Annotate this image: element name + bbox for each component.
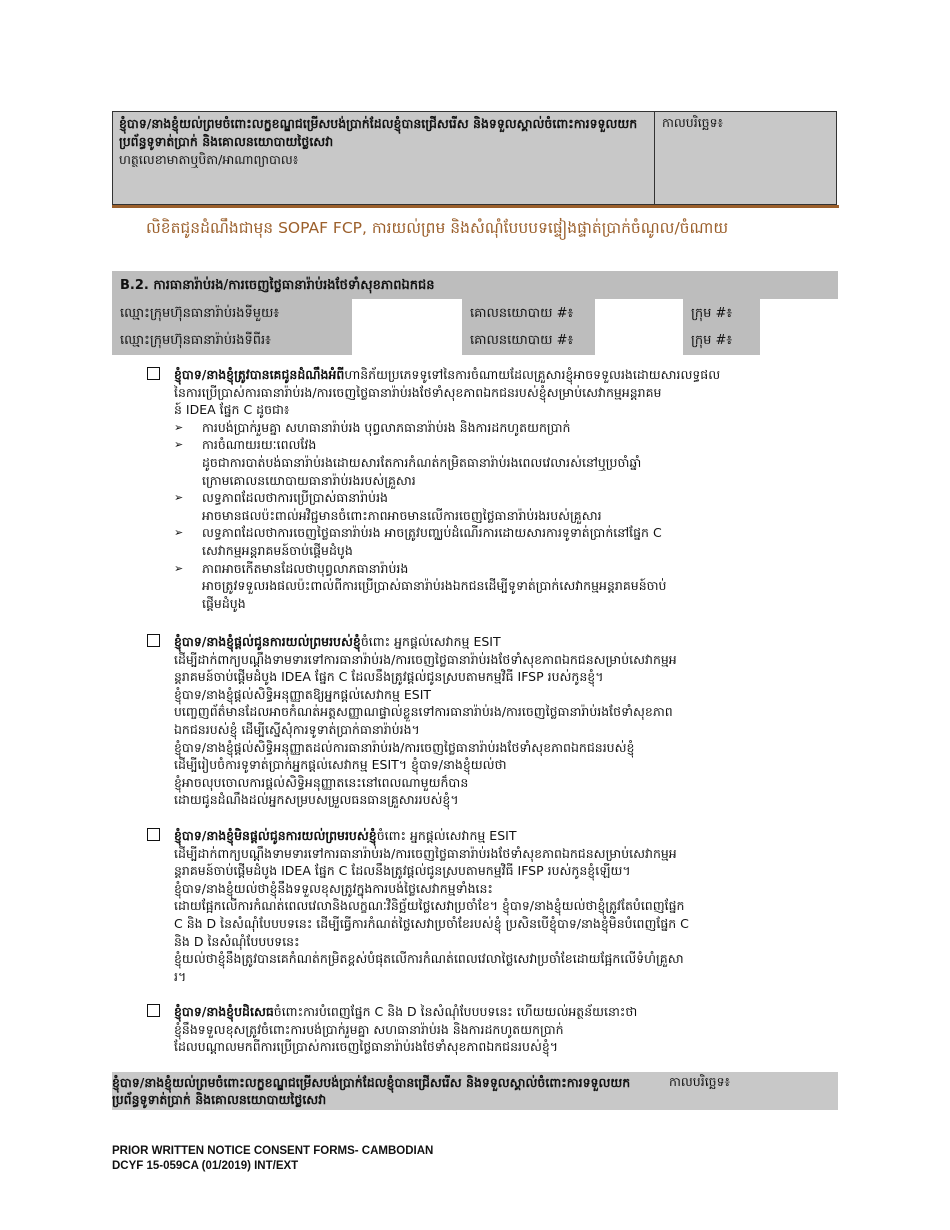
cost-risk-item: ➢ ការចំណាយរយៈពេលវែង ដូចជាការបាត់បង់ធានារ៉ាប់រងដោយសារតែការកំណត់កម្រិតធានារ៉ាប់រងពេលវេលារស់នៅឬប្រចាំឆ្នាំ ក្រោមគោលនយោបាយធានារ៉ាប់រងរបស់គ្រួសារ: [174, 437, 642, 488]
first-policy-input[interactable]: [595, 299, 683, 326]
second-policy-input[interactable]: [595, 326, 683, 355]
option-deny-consent-line: ខ្ញុំបាទ/នាងខ្ញុំយល់ថាខ្ញុំនឹងទទួលខុសត្រូវក្នុងការបង់ថ្លៃសេវាកម្មទាំងនេះ: [174, 880, 493, 896]
option-give-consent-line: ខ្ញុំអាចលុបចោលការផ្តល់សិទ្ធិអនុញ្ញាតនេះនៅពេលណាមួយក៏បាន: [174, 774, 469, 790]
cost-risk-item: ➢ លទ្ធភាពដែលថាការចេញថ្លៃធានារ៉ាប់រង អាចត្រូវបញ្ឈប់ដំណើរការដោយសារការទូទាត់ប្រាក់នៅផ្នែក C សេវាកម្មអន្តរាគមន៍ចាប់ផ្តើមដំបូង: [174, 525, 662, 558]
option-give-consent-line: បញ្ចេញព័ត៌មានដែលអាចកំណត់អត្តសញ្ញាណផ្ទាល់ខ្លួនទៅការធានារ៉ាប់រង/ការចេញថ្លៃធានារ៉ាប់រងថែទាំសុខភាព: [174, 704, 673, 720]
insurance-row-1: [112, 299, 838, 326]
footer-form-title: PRIOR WRITTEN NOTICE CONSENT FORMS- CAMBODIAN: [112, 1145, 434, 1157]
page-heading: លិខិតជូនដំណឹងជាមុន SOPAF FCP, ការយល់ព្រម និងសំណុំបែបបទផ្ទៀងផ្ទាត់ប្រាក់ចំណូល/ចំណាយ: [146, 219, 729, 237]
footer-form-number: DCYF 15-059CA (01/2019) INT/EXT: [112, 1160, 299, 1172]
option-deny-consent-line: រ។: [174, 968, 187, 984]
parent-signature-field[interactable]: ហត្ថលេខាមាតាឬបិតា/អាណាព្យាបាល៖: [119, 152, 299, 167]
top-consent-statement: ខ្ញុំបាទ/នាងខ្ញុំយល់ព្រមចំពោះលក្ខខណ្ឌជម្រើសបង់ប្រាក់ដែលខ្ញុំបានជ្រើសរើស និងទទួលស្គាល់ចំពោះការទទួលយកប្រព័ន្ធទូទាត់ប្រាក់ និងគោលនយោបាយថ្លៃសេវា: [119, 116, 638, 149]
first-policy-label: គោលនយោបាយ #៖: [462, 299, 595, 326]
insurance-row-2: [112, 326, 838, 355]
cost-risk-item: ➢ លទ្ធភាពដែលថាការប្រើប្រាស់ធានារ៉ាប់រង អាចមានផលប៉ះពាល់អវិជ្ជមានចំពោះភាពអាចមានលើការចេញថ្លៃធានារ៉ាប់រងរបស់គ្រួសារ: [174, 490, 602, 523]
second-insurer-label: ឈ្មោះក្រុមហ៊ុនធានារ៉ាប់រងទីពីរ៖: [112, 326, 352, 355]
option-give-consent-line: ដោយជូនដំណឹងដល់អ្នកសម្របសម្រួលធនធានគ្រួសាររបស់ខ្ញុំ។: [174, 792, 459, 808]
option-informed-line: ហានិភ័យប្រភេទទូទៅនៃការចំណាយដែលគ្រួសារខ្ញុំអាចទទួលរងដោយសារលទ្ធផល: [344, 367, 721, 382]
option-give-consent-line: ដើម្បីដាក់ពាក្យបណ្តឹងទាមទារទៅការធានារ៉ាប់រង/ការចេញថ្លៃធានារ៉ាប់រងថែទាំសុខភាពឯកជនសម្រាប់សេវាកម្មអ: [174, 651, 677, 667]
second-group-input[interactable]: [760, 326, 838, 355]
first-group-input[interactable]: [760, 299, 838, 326]
option-deny-consent-checkbox[interactable]: [147, 828, 160, 841]
form-footer: [112, 1144, 433, 1174]
first-group-label: ក្រុម #៖: [683, 299, 760, 326]
top-consent-cell: [113, 112, 655, 204]
cost-risk-item: ➢ ភាពអាចកើតមានដែលថាបុព្វលាភធានារ៉ាប់រង អាចត្រូវទទួលរងផលប៉ះពាល់ពីការប្រើប្រាស់ធានារ៉ាប់រងឯកជនដើម្បីទូទាត់ប្រាក់សេវាកម្មអន្តរាគមន៍ចាប់ ផ្តើមដំបូង: [174, 560, 667, 611]
option-give-consent-line: ខ្ញុំបាទ/នាងខ្ញុំផ្តល់សិទ្ធិអនុញ្ញាតដល់ការធានារ៉ាប់រង/ការចេញថ្លៃធានារ៉ាប់រងថែទាំសុខភាពឯកជនរបស់ខ្ញុំ: [174, 739, 635, 755]
top-signature-box: [112, 111, 837, 205]
option-deny-consent-line: ដោយផ្អែកលើការកំណត់ពេលវេលានិងលក្ខណៈវិនិច្ឆ័យថ្លៃសេវាប្រចាំខែ។ ខ្ញុំបាទ/នាងខ្ញុំយល់ថាខ្ញុំត្រូវតែបំពេញផ្នែក: [174, 898, 685, 914]
top-date-field[interactable]: កាលបរិច្ឆេទ៖: [662, 115, 724, 130]
bottom-consent-box: [112, 1072, 838, 1110]
option-give-consent-line: ខ្ញុំបាទ/នាងខ្ញុំផ្តល់សិទ្ធិអនុញ្ញាតឱ្យអ្នកផ្តល់សេវាកម្ម ESIT: [174, 686, 432, 702]
first-insurer-input[interactable]: [352, 299, 462, 326]
option-give-consent-checkbox[interactable]: [147, 634, 160, 647]
option-give-consent-text: ខ្ញុំបាទ/នាងខ្ញុំផ្តល់ជូនការយល់ព្រមរបស់ខ្ញុំចំពោះ អ្នកផ្តល់សេវាកម្ម ESIT ដើម្បីដាក់ពាក្យបណ្តឹងទាមទារទៅការធានារ៉ាប់រង/ការចេញថ្លៃធានារ៉ាប់រងថែទាំសុខភាពឯកជនសម្រាប់សេវាកម្មអ ន្តរាគមន៍ចាប់ផ្តើមដំបូង IDEA ផ្នែក C ដែលនឹងត្រូវផ្តល់ជូនស្របតាមកម្មវិធី IFSP របស់កូនខ្ញុំ។ ខ្ញុំបាទ/នាងខ្ញុំផ្តល់សិទ្ធិអនុញ្ញាតឱ្យអ្នកផ្តល់សេវាកម្ម ESIT បញ្ចេញព័ត៌មានដែលអាចកំណត់អត្តសញ្ញាណផ្ទាល់ខ្លួនទៅការធានារ៉ាប់រង/ការចេញថ្លៃធានារ៉ាប់រងថែទាំសុខភាព ឯកជនរបស់ខ្ញុំ ដើម្បីស្នើសុំការទូទាត់ប្រាក់ធានារ៉ាប់រង។ ខ្ញុំបាទ/នាងខ្ញុំផ្តល់សិទ្ធិអនុញ្ញាតដល់ការធានារ៉ាប់រង/ការចេញថ្លៃធានារ៉ាប់រងថែទាំសុខភាពឯកជនរបស់ខ្ញុំ ដើម្បីរៀបចំការទូទាត់ប្រាក់អ្នកផ្តល់សេវាកម្ម ESIT។ ខ្ញុំបាទ/នាងខ្ញុំយល់ថា ខ្ញុំអាចលុបចោលការផ្តល់សិទ្ធិអនុញ្ញាតនេះនៅពេលណាមួយក៏បាន ដោយជូនដំណឹងដល់អ្នកសម្របសម្រួលធនធានគ្រួសាររបស់ខ្ញុំ។: [174, 633, 834, 809]
option-informed-lead: ខ្ញុំបាទ/នាងខ្ញុំត្រូវបានគេជូនដំណឹងអំពី: [174, 367, 345, 382]
option-deny-consent-line: C និង D នៃសំណុំបែបបទនេះ ដើម្បីធ្វើការកំណត់ថ្លៃសេវាប្រចាំខែរបស់ខ្ញុំ ប្រសិនបើខ្ញុំបាទ/នាងខ្ញុំមិនបំពេញផ្នែក C: [174, 915, 689, 931]
option-decline-checkbox[interactable]: [147, 1004, 160, 1017]
option-give-consent-line: ន្តរាគមន៍ចាប់ផ្តើមដំបូង IDEA ផ្នែក C ដែលនឹងត្រូវផ្តល់ជូនស្របតាមកម្មវិធី IFSP របស់កូនខ្ញុំ។: [174, 669, 604, 685]
second-policy-label: គោលនយោបាយ #៖: [462, 326, 595, 355]
option-deny-consent-line: ន្តរាគមន៍ចាប់ផ្តើមដំបូង IDEA ផ្នែក C ដែលនឹងត្រូវផ្តល់ជូនស្របតាមកម្មវិធី IFSP របស់កូនខ្ញុំឡើយ។: [174, 863, 631, 879]
arrow-bullet-icon: ➢: [174, 420, 184, 434]
option-deny-consent-text: ខ្ញុំបាទ/នាងខ្ញុំមិនផ្តល់ជូនការយល់ព្រមរបស់ខ្ញុំចំពោះ អ្នកផ្តល់សេវាកម្ម ESIT ដើម្បីដាក់ពាក្យបណ្តឹងទាមទារទៅការធានារ៉ាប់រង/ការចេញថ្លៃធានារ៉ាប់រងថែទាំសុខភាពឯកជនសម្រាប់សេវាកម្មអ ន្តរាគមន៍ចាប់ផ្តើមដំបូង IDEA ផ្នែក C ដែលនឹងត្រូវផ្តល់ជូនស្របតាមកម្មវិធី IFSP របស់កូនខ្ញុំឡើយ។ ខ្ញុំបាទ/នាងខ្ញុំយល់ថាខ្ញុំនឹងទទួលខុសត្រូវក្នុងការបង់ថ្លៃសេវាកម្មទាំងនេះ ដោយផ្អែកលើការកំណត់ពេលវេលានិងលក្ខណៈវិនិច្ឆ័យថ្លៃសេវាប្រចាំខែ។ ខ្ញុំបាទ/នាងខ្ញុំយល់ថាខ្ញុំត្រូវតែបំពេញផ្នែក C និង D នៃសំណុំបែបបទនេះ ដើម្បីធ្វើការកំណត់ថ្លៃសេវាប្រចាំខែរបស់ខ្ញុំ ប្រសិនបើខ្ញុំបាទ/នាងខ្ញុំមិនបំពេញផ្នែក C និង D នៃសំណុំបែបបទនេះ ខ្ញុំយល់ថាខ្ញុំនឹងត្រូវបានគេកំណត់កម្រិតខ្ពស់បំផុតលើការកំណត់ពេលវេលាថ្លៃសេវាប្រចាំខែដោយផ្អែកលើទំហំគ្រួសា រ។: [174, 827, 834, 985]
option-deny-consent-line: ខ្ញុំយល់ថាខ្ញុំនឹងត្រូវបានគេកំណត់កម្រិតខ្ពស់បំផុតលើការកំណត់ពេលវេលាថ្លៃសេវាប្រចាំខែដោយផ្អែកលើទំហំគ្រួសា: [174, 951, 684, 967]
option-deny-consent-line: និង D នៃសំណុំបែបបទនេះ: [174, 933, 300, 949]
option-give-consent-line: ឯកជនរបស់ខ្ញុំ ដើម្បីស្នើសុំការទូទាត់ប្រាក់ធានារ៉ាប់រង។: [174, 721, 420, 737]
cost-risk-item: ➢ ការបង់ប្រាក់រួមគ្នា សហធានារ៉ាប់រង បុព្វលាភធានារ៉ាប់រង និងការដកហូតយកប្រាក់: [174, 419, 571, 435]
cost-risk-list: [174, 419, 834, 613]
option-decline-line: ដែលបណ្តាលមកពីការប្រើប្រាស់ការចេញថ្លៃធានារ៉ាប់រងថែទាំសុខភាពឯកជនរបស់ខ្ញុំ។: [174, 1039, 559, 1055]
second-group-label: ក្រុម #៖: [683, 326, 760, 355]
arrow-bullet-icon: ➢: [174, 561, 184, 575]
option-informed-text: [174, 366, 834, 612]
option-give-consent-lead: ខ្ញុំបាទ/នាងខ្ញុំផ្តល់ជូនការយល់ព្រមរបស់ខ្ញុំ: [174, 634, 361, 649]
option-deny-consent-lead: ខ្ញុំបាទ/នាងខ្ញុំមិនផ្តល់ជូនការយល់ព្រមរបស់ខ្ញុំ: [174, 828, 377, 843]
option-informed-checkbox[interactable]: [147, 367, 160, 380]
arrow-bullet-icon: ➢: [174, 438, 184, 452]
option-informed-line: នៃការប្រើប្រាស់ការធានារ៉ាប់រង/ការចេញថ្លៃធានារ៉ាប់រងថែទាំសុខភាពឯកជនរបស់ខ្ញុំសម្រាប់សេវាកម្មអន្តរាគម: [174, 384, 662, 400]
option-decline-lead: ខ្ញុំបាទ/នាងខ្ញុំបដិសេធ: [174, 1004, 274, 1019]
first-insurer-label: ឈ្មោះក្រុមហ៊ុនធានារ៉ាប់រងទីមួយ៖: [112, 299, 352, 326]
option-decline-line: ខ្ញុំនឹងទទួលខុសត្រូវចំពោះការបង់ប្រាក់រួមគ្នា សហធានារ៉ាប់រង និងការដកហូតយកប្រាក់: [174, 1021, 564, 1037]
arrow-bullet-icon: ➢: [174, 491, 184, 505]
option-decline-text: ខ្ញុំបាទ/នាងខ្ញុំបដិសេធចំពោះការបំពេញផ្នែក C និង D នៃសំណុំបែបបទនេះ ហើយយល់អត្ថន័យនោះថា ខ្ញុំនឹងទទួលខុសត្រូវចំពោះការបង់ប្រាក់រួមគ្នា សហធានារ៉ាប់រង និងការដកហូតយកប្រាក់ ដែលបណ្តាលមកពីការប្រើប្រាស់ការចេញថ្លៃធានារ៉ាប់រងថែទាំសុខភាពឯកជនរបស់ខ្ញុំ។: [174, 1003, 834, 1056]
bottom-date-field[interactable]: កាលបរិច្ឆេទ៖: [669, 1074, 731, 1089]
option-informed-line: ន៍ IDEA ផ្នែក C ដូចជា៖: [174, 402, 290, 418]
option-deny-consent-line: ដើម្បីដាក់ពាក្យបណ្តឹងទាមទារទៅការធានារ៉ាប់រង/ការចេញថ្លៃធានារ៉ាប់រងថែទាំសុខភាពឯកជនសម្រាប់សេវាកម្មអ: [174, 845, 677, 861]
arrow-bullet-icon: ➢: [174, 526, 184, 540]
section-b2-header: [112, 271, 838, 299]
bottom-consent-statement: ខ្ញុំបាទ/នាងខ្ញុំយល់ព្រមចំពោះលក្ខខណ្ឌជម្រើសបង់ប្រាក់ដែលខ្ញុំបានជ្រើសរើស និងទទួលស្គាល់ចំពោះការទទួលយកប្រព័ន្ធទូទាត់ប្រាក់ និងគោលនយោបាយថ្លៃសេវា: [112, 1075, 631, 1107]
section-b2-title: B.2. ការធានារ៉ាប់រង/ការចេញថ្លៃធានារ៉ាប់រងថែទាំសុខភាពឯកជន: [120, 278, 435, 293]
option-give-consent-line: ដើម្បីរៀបចំការទូទាត់ប្រាក់អ្នកផ្តល់សេវាកម្ម ESIT។ ខ្ញុំបាទ/នាងខ្ញុំយល់ថា: [174, 757, 507, 773]
orange-divider: [112, 205, 839, 208]
second-insurer-input[interactable]: [352, 326, 462, 355]
